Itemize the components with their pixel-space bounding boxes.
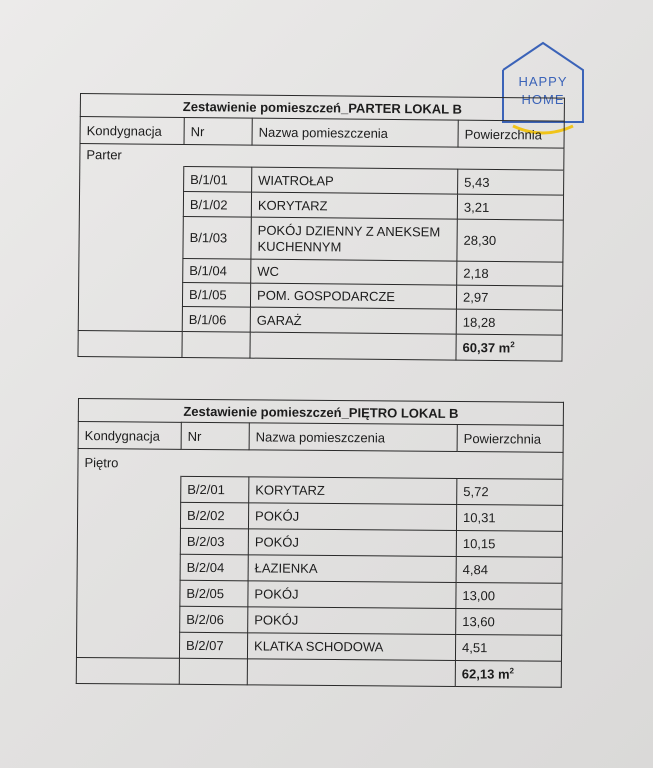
room-name: POKÓJ bbox=[248, 607, 456, 635]
room-name: ŁAZIENKA bbox=[248, 555, 456, 583]
room-name: POM. GOSPODARCZE bbox=[250, 283, 456, 309]
level-merged-cell bbox=[78, 166, 184, 332]
header-area: Powierzchnia bbox=[458, 120, 564, 148]
total-row bbox=[76, 657, 561, 687]
room-name: POKÓJ bbox=[248, 503, 456, 531]
room-nr: B/1/03 bbox=[183, 216, 251, 259]
room-area: 5,43 bbox=[458, 169, 564, 195]
room-area: 5,72 bbox=[457, 478, 563, 505]
total-area-value: 60,37 m bbox=[462, 339, 511, 356]
header-level: Kondygnacja bbox=[78, 422, 181, 450]
rooms-table-pietro bbox=[76, 398, 564, 688]
rooms-table-parter bbox=[77, 93, 565, 362]
header-area: Powierzchnia bbox=[457, 424, 563, 452]
room-area: 2,18 bbox=[457, 261, 563, 286]
room-nr: B/1/02 bbox=[183, 191, 251, 217]
logo-text-happy: HAPPY bbox=[518, 74, 568, 89]
room-nr: B/2/04 bbox=[180, 554, 248, 581]
room-nr: B/2/02 bbox=[180, 502, 248, 529]
total-area-value: 62,13 m bbox=[461, 666, 510, 682]
room-nr: B/1/01 bbox=[184, 166, 252, 192]
table-row bbox=[78, 476, 563, 506]
total-area-unit-exponent: 2 bbox=[509, 666, 515, 676]
room-nr: B/2/05 bbox=[180, 580, 248, 607]
empty-cell bbox=[76, 657, 179, 684]
room-nr: B/2/07 bbox=[179, 632, 247, 659]
room-area: 13,60 bbox=[456, 608, 562, 635]
room-name: POKÓJ bbox=[248, 581, 456, 609]
room-name: WIATROŁAP bbox=[252, 167, 458, 194]
table-title: Zestawienie pomieszczeń_PIĘTRO LOKAL B bbox=[78, 399, 563, 426]
empty-cell bbox=[247, 659, 455, 687]
room-name: WC bbox=[251, 259, 457, 285]
room-nr: B/1/04 bbox=[183, 258, 251, 283]
empty-cell bbox=[78, 330, 182, 357]
room-name: POKÓJ DZIENNY Z ANEKSEM KUCHENNYM bbox=[251, 217, 457, 261]
room-nr: B/2/06 bbox=[180, 606, 248, 633]
header-name: Nazwa pomieszczenia bbox=[249, 423, 457, 452]
empty-cell bbox=[250, 332, 456, 360]
total-area bbox=[456, 334, 562, 361]
room-area: 3,21 bbox=[457, 194, 563, 220]
room-name: KLATKA SCHODOWA bbox=[247, 633, 455, 661]
room-name: KORYTARZ bbox=[251, 192, 457, 219]
room-nr: B/1/05 bbox=[182, 282, 250, 307]
room-name: GARAŻ bbox=[250, 307, 456, 334]
total-area-unit-exponent: 2 bbox=[510, 339, 515, 350]
room-area: 4,51 bbox=[455, 634, 561, 661]
header-nr: Nr bbox=[181, 422, 249, 450]
level-merged-cell bbox=[76, 476, 180, 659]
room-area: 4,84 bbox=[456, 556, 562, 583]
table-title: Zestawienie pomieszczeń_PARTER LOKAL B bbox=[80, 94, 564, 122]
header-nr: Nr bbox=[184, 118, 252, 146]
room-area: 13,00 bbox=[456, 582, 562, 609]
empty-cell bbox=[179, 658, 247, 685]
room-area: 18,28 bbox=[456, 309, 562, 335]
room-name: POKÓJ bbox=[248, 529, 456, 557]
room-area: 28,30 bbox=[457, 219, 563, 262]
logo-text-home: HOME bbox=[521, 92, 565, 107]
room-nr: B/1/06 bbox=[182, 306, 250, 332]
level-label: Piętro bbox=[78, 449, 563, 480]
header-name: Nazwa pomieszczenia bbox=[252, 118, 458, 147]
room-area: 10,15 bbox=[456, 530, 562, 557]
room-area: 10,31 bbox=[456, 504, 562, 531]
room-name: KORYTARZ bbox=[249, 477, 457, 505]
room-nr: B/2/03 bbox=[180, 528, 248, 555]
total-row bbox=[78, 330, 562, 361]
table-row bbox=[80, 166, 564, 196]
header-level: Kondygnacja bbox=[80, 117, 184, 145]
room-nr: B/2/01 bbox=[181, 476, 249, 503]
level-label: Parter bbox=[80, 144, 564, 171]
empty-cell bbox=[182, 331, 250, 358]
room-area: 2,97 bbox=[456, 285, 562, 310]
total-area bbox=[455, 660, 561, 687]
